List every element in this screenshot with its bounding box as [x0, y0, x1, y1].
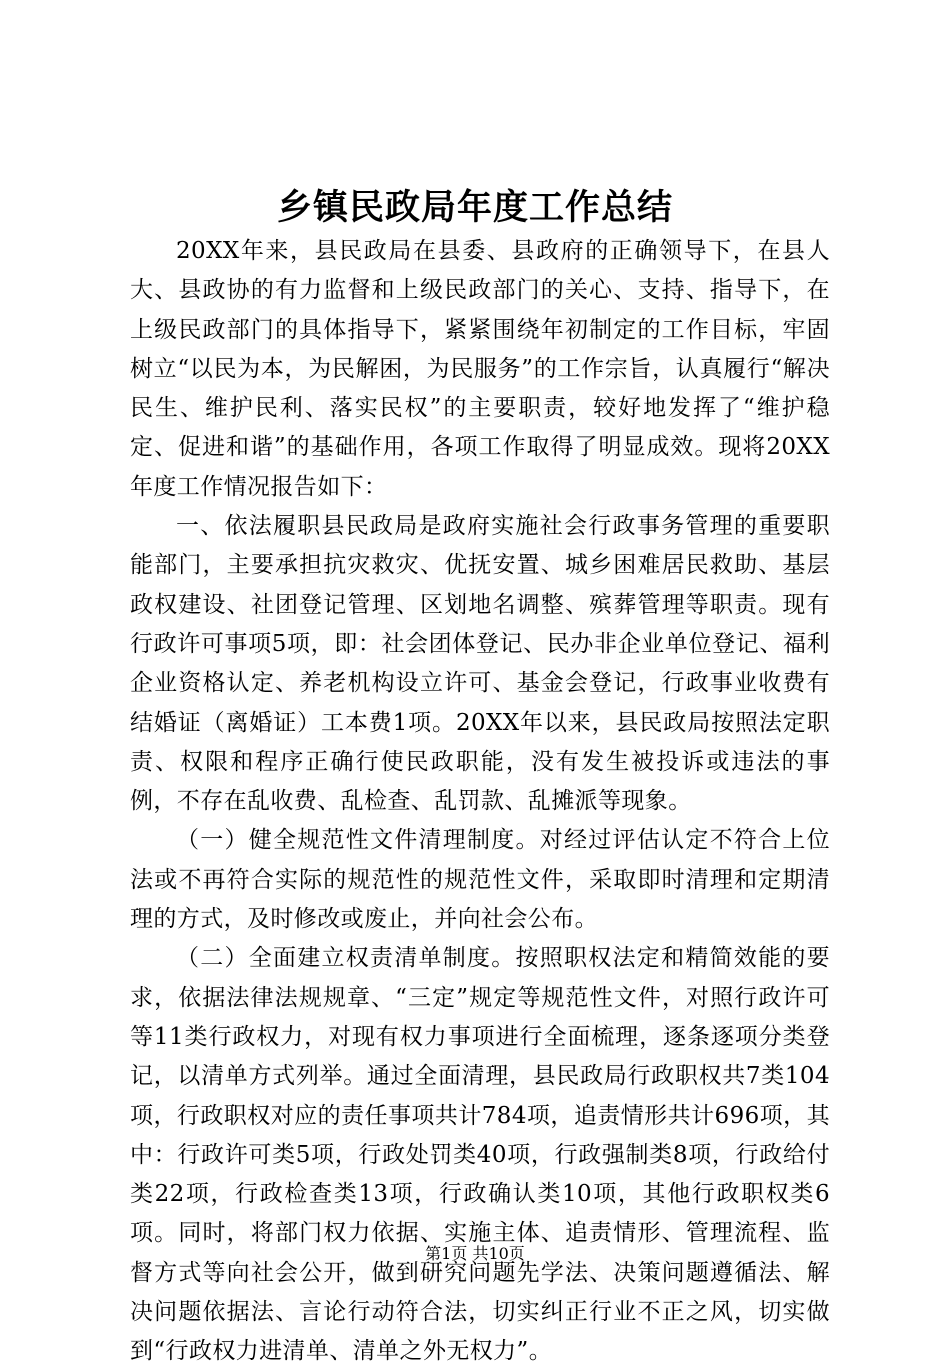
paragraph-subsection-2: （二）全面建立权责清单制度。按照职权法定和精简效能的要求，依据法律法规规章、“三定”规定等规范性文件，对照行政许可等11类行政权力，对现有权力事项进行全面梳理，逐条逐项分类登记，以清单方式列举。通过全面清理，县民政局行政职权共7类104项，行政职权对应的责任事项共计784项，追责情形共计696项，其中：行政许可类5项，行政处罚类40项，行政强制类8项，行政给付类22项，行政检查类13项，行政确认类10项，其他行政职权类6项。同时，将部门权力依据、实施主体、追责情形、管理流程、监督方式等向社会公开，做到研究问题先学法、决策问题遵循法、解决问题依据法、言论行动符合法，切实纠正行业不正之风，切实做到“行政权力进清单、清单之外无权力”。	[130, 945, 830, 1365]
paragraph-intro: 20XX年来，县民政局在县委、县政府的正确领导下，在县人大、县政协的有力监督和上级民政部门的关心、支持、指导下，在上级民政部门的具体指导下，紧紧围绕年初制定的工作目标，牢固树立“以民为本，为民解困，为民服务”的工作宗旨，认真履行“解决民生、维护民利、落实民权”的主要职责，较好地发挥了“维护稳定、促进和谐”的基础作用，各项工作取得了明显成效。现将20XX年度工作情况报告如下：	[130, 238, 830, 500]
document-title: 乡镇民政局年度工作总结	[276, 187, 673, 228]
paragraph-subsection-1: （一）健全规范性文件清理制度。对经过评估认定不符合上位法或不再符合实际的规范性的规范性文件，采取即时清理和定期清理的方式，及时修改或废止，并向社会公布。	[130, 827, 830, 933]
page-number-footer: 第1页 共10页	[425, 1244, 525, 1263]
document-body	[130, 232, 830, 1372]
paragraph-section-1: 一、依法履职县民政局是政府实施社会行政事务管理的重要职能部门，主要承担抗灾救灾、优抚安置、城乡困难居民救助、基层政权建设、社团登记管理、区划地名调整、殡葬管理等职责。现有行政许可事项5项，即：社会团体登记、民办非企业单位登记、福利企业资格认定、养老机构设立许可、基金会登记，行政事业收费有结婚证（离婚证）工本费1项。20XX年以来，县民政局按照法定职责、权限和程序正确行使民政职能，没有发生被投诉或违法的事例，不存在乱收费、乱检查、乱罚款、乱摊派等现象。	[130, 513, 830, 815]
